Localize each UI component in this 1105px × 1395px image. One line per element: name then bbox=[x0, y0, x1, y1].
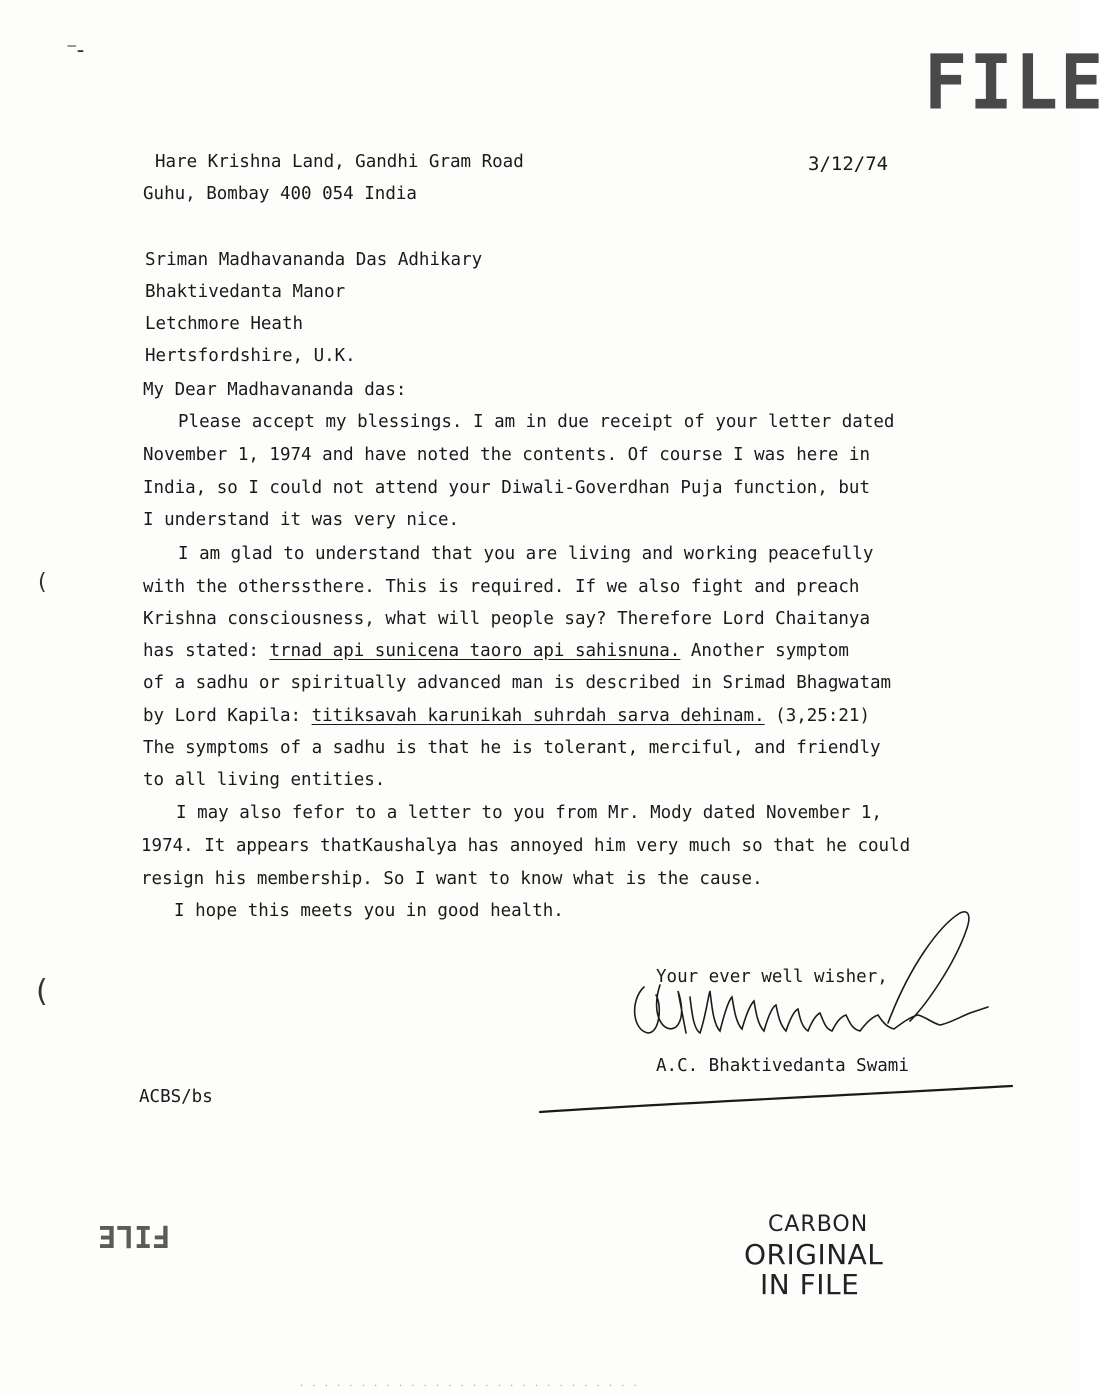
paragraph2-line1: I am glad to understand that you are living and working peacefully bbox=[178, 544, 874, 564]
paragraph2-line4 bbox=[143, 641, 849, 661]
paragraph2-line4-prefix: has stated: bbox=[143, 641, 270, 661]
sender-address-line1: Hare Krishna Land, Gandhi Gram Road bbox=[155, 152, 524, 172]
recipient-line1: Sriman Madhavananda Das Adhikary bbox=[145, 250, 483, 270]
paragraph3-line2: 1974. It appears thatKaushalya has annoyed him very much so that he could bbox=[141, 836, 911, 856]
paragraph1-line1: Please accept my blessings. I am in due receipt of your letter dated bbox=[178, 412, 895, 432]
letter-date: 3/12/74 bbox=[808, 153, 889, 175]
paragraph2-line7: The symptoms of a sadhu is that he is tolerant, merciful, and friendly bbox=[143, 738, 881, 758]
recipient-line4: Hertsfordshire, U.K. bbox=[145, 346, 356, 366]
paragraph2-line4-suffix: Another symptom bbox=[680, 641, 849, 661]
carbon-stamp-line2: ORIGINAL bbox=[744, 1238, 884, 1271]
carbon-stamp-line3: IN FILE bbox=[760, 1268, 860, 1301]
margin-mark-left-middle: ( bbox=[38, 570, 47, 595]
margin-mark-left-lower: ( bbox=[36, 974, 48, 1009]
paragraph2-line6-suffix: (3,25:21) bbox=[764, 706, 870, 726]
paragraph2-line2: with the otherssthere. This is required. If we also fight and preach bbox=[143, 577, 860, 597]
signer-name: A.C. Bhaktivedanta Swami bbox=[656, 1056, 909, 1076]
bottom-edge-specks: . . . . . . . . . . . . . . . . . . . . . . . . . . . . bbox=[300, 1378, 640, 1389]
paragraph2-line3: Krishna consciousness, what will people say? Therefore Lord Chaitanya bbox=[143, 609, 870, 629]
paragraph2-line6-prefix: by Lord Kapila: bbox=[143, 706, 312, 726]
file-stamp-bottom: FILE bbox=[98, 1218, 171, 1253]
handwritten-signature bbox=[620, 905, 1000, 1055]
valediction: Your ever well wisher, bbox=[656, 967, 888, 987]
sender-address-line2: Guhu, Bombay 400 054 India bbox=[143, 184, 417, 204]
paragraph1-line2: November 1, 1974 and have noted the contents. Of course I was here in bbox=[143, 445, 870, 465]
recipient-line3: Letchmore Heath bbox=[145, 314, 304, 334]
paragraph3-line3: resign his membership. So I want to know what is the cause. bbox=[141, 869, 763, 889]
paragraph2-line6 bbox=[143, 706, 870, 726]
sanskrit-verse-kapila: titiksavah karunikah suhrdah sarva dehinam. bbox=[311, 706, 765, 726]
recipient-line2: Bhaktivedanta Manor bbox=[145, 282, 346, 302]
paragraph2-line8: to all living entities. bbox=[143, 770, 386, 790]
margin-mark-top-left: ⁻ ̵ bbox=[66, 38, 85, 63]
paragraph4-line1: I hope this meets you in good health. bbox=[174, 901, 564, 921]
file-stamp-top: FILE bbox=[924, 37, 1105, 127]
paragraph1-line3: India, so I could not attend your Diwali-Goverdhan Puja function, but bbox=[143, 478, 870, 498]
paragraph3-line1: I may also fefor to a letter to you from Mr. Mody dated November 1, bbox=[176, 803, 882, 823]
carbon-stamp-line1: CARBON bbox=[768, 1212, 869, 1237]
sanskrit-verse-chaitanya: trnad api sunicena taoro api sahisnuna. bbox=[269, 641, 681, 661]
reference-initials: ACBS/bs bbox=[139, 1087, 213, 1107]
paragraph2-line5: of a sadhu or spiritually advanced man is described in Srimad Bhagwatam bbox=[143, 673, 892, 693]
salutation: My Dear Madhavananda das: bbox=[143, 380, 407, 400]
paragraph1-line4: I understand it was very nice. bbox=[143, 510, 460, 530]
signature-rule bbox=[536, 1080, 1016, 1110]
